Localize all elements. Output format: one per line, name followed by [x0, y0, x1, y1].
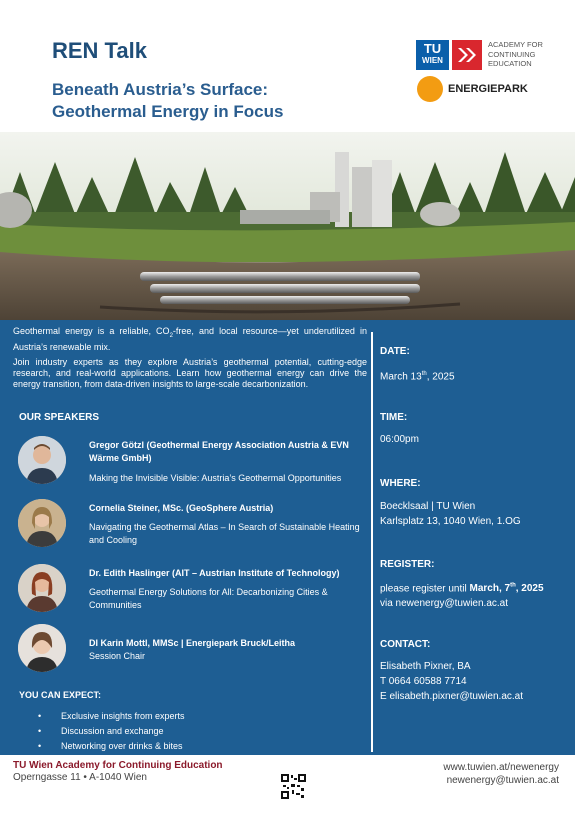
qr-code-icon[interactable] [281, 774, 306, 799]
speaker-talk: Geothermal Energy Solutions for All: Decarbonizing Cities & Communities [89, 587, 328, 610]
academy-text: ACADEMY FOR CONTINUING EDUCATION [488, 40, 543, 68]
speaker-name: DI Karin Mottl, MMSc | Energiepark Bruck/Leitha [89, 638, 296, 648]
energiepark-logo-text: ENERGIEPARK [448, 83, 528, 95]
footer-contact [443, 761, 559, 787]
contact-value: Elisabeth Pixner, BA T 0664 60588 7714 E elisabeth.pixner@tuwien.ac.at [380, 661, 524, 702]
speaker-talk: Making the Invisible Visible: Austria’s Geothermal Opportunities [89, 473, 342, 483]
intro-paragraph-2: Join industry experts as they explore Austria’s geothermal potential, cutting-edge research, and real-world applications. Learn how geothermal energy can drive the energy transition, from data-driven insights to large-scale decarbonization. [13, 356, 367, 389]
tu-wien-logo: TU WIEN [416, 40, 449, 70]
where-label: WHERE: [380, 478, 421, 489]
footer-organization: TU Wien Academy for Continuing Education Operngasse 11 • A-1040 Wien [13, 760, 223, 783]
register-label: REGISTER: [380, 559, 435, 570]
list-item: • Exclusive insights from experts [38, 709, 185, 724]
list-item: • Networking over drinks & bites [38, 739, 185, 754]
speaker-name: Dr. Edith Haslinger (AIT – Austrian Institute of Technology) [89, 568, 340, 578]
register-value: please register until March, 7th, 2025 via newenergy@tuwien.ac.at [380, 583, 544, 610]
expect-heading: YOU CAN EXPECT: [19, 690, 102, 700]
page-title: REN Talk [52, 38, 147, 63]
list-item: • Discussion and exchange [38, 724, 185, 739]
time-label: TIME: [380, 412, 408, 423]
academy-arrow-icon [452, 40, 482, 70]
where-value: Boecklsaal | TU Wien Karlsplatz 13, 1040 Wien, 1.OG [380, 501, 521, 527]
intro-text [13, 326, 367, 394]
expect-list [38, 709, 185, 754]
speaker-name: Gregor Götzl (Geothermal Energy Association Austria & EVN Wärme GmbH) [89, 440, 349, 463]
speaker-avatar [18, 499, 66, 547]
speaker-name: Cornelia Steiner, MSc. (GeoSphere Austria) [89, 503, 274, 513]
speaker-talk: Session Chair [89, 651, 146, 661]
contact-label: CONTACT: [380, 639, 431, 650]
energiepark-logo-icon [417, 76, 443, 102]
intro-paragraph-1: Geothermal energy is a reliable, $CO_2$-free, and local resource—yet underutilized in Austria’s renewable mix. [13, 326, 367, 352]
time-value: 06:00pm [380, 434, 419, 445]
speaker-talk: Navigating the Geothermal Atlas – In Search of Sustainable Heating and Cooling [89, 522, 360, 545]
header [0, 0, 575, 132]
footer-email-link[interactable]: newenergy@tuwien.ac.at [446, 775, 559, 786]
page-subtitle: Beneath Austria’s Surface: Geothermal Energy in Focus [52, 80, 284, 121]
column-divider [371, 332, 373, 752]
speaker-avatar [18, 564, 66, 612]
date-label: DATE: [380, 346, 410, 357]
geothermal-plant-illustration [0, 132, 575, 320]
speaker-avatar [18, 624, 66, 672]
date-value: March 13th, 2025 [380, 371, 455, 383]
speakers-heading: OUR SPEAKERS [19, 412, 100, 423]
speaker-avatar [18, 436, 66, 484]
footer-url-link[interactable]: www.tuwien.at/newenergy [443, 762, 559, 773]
